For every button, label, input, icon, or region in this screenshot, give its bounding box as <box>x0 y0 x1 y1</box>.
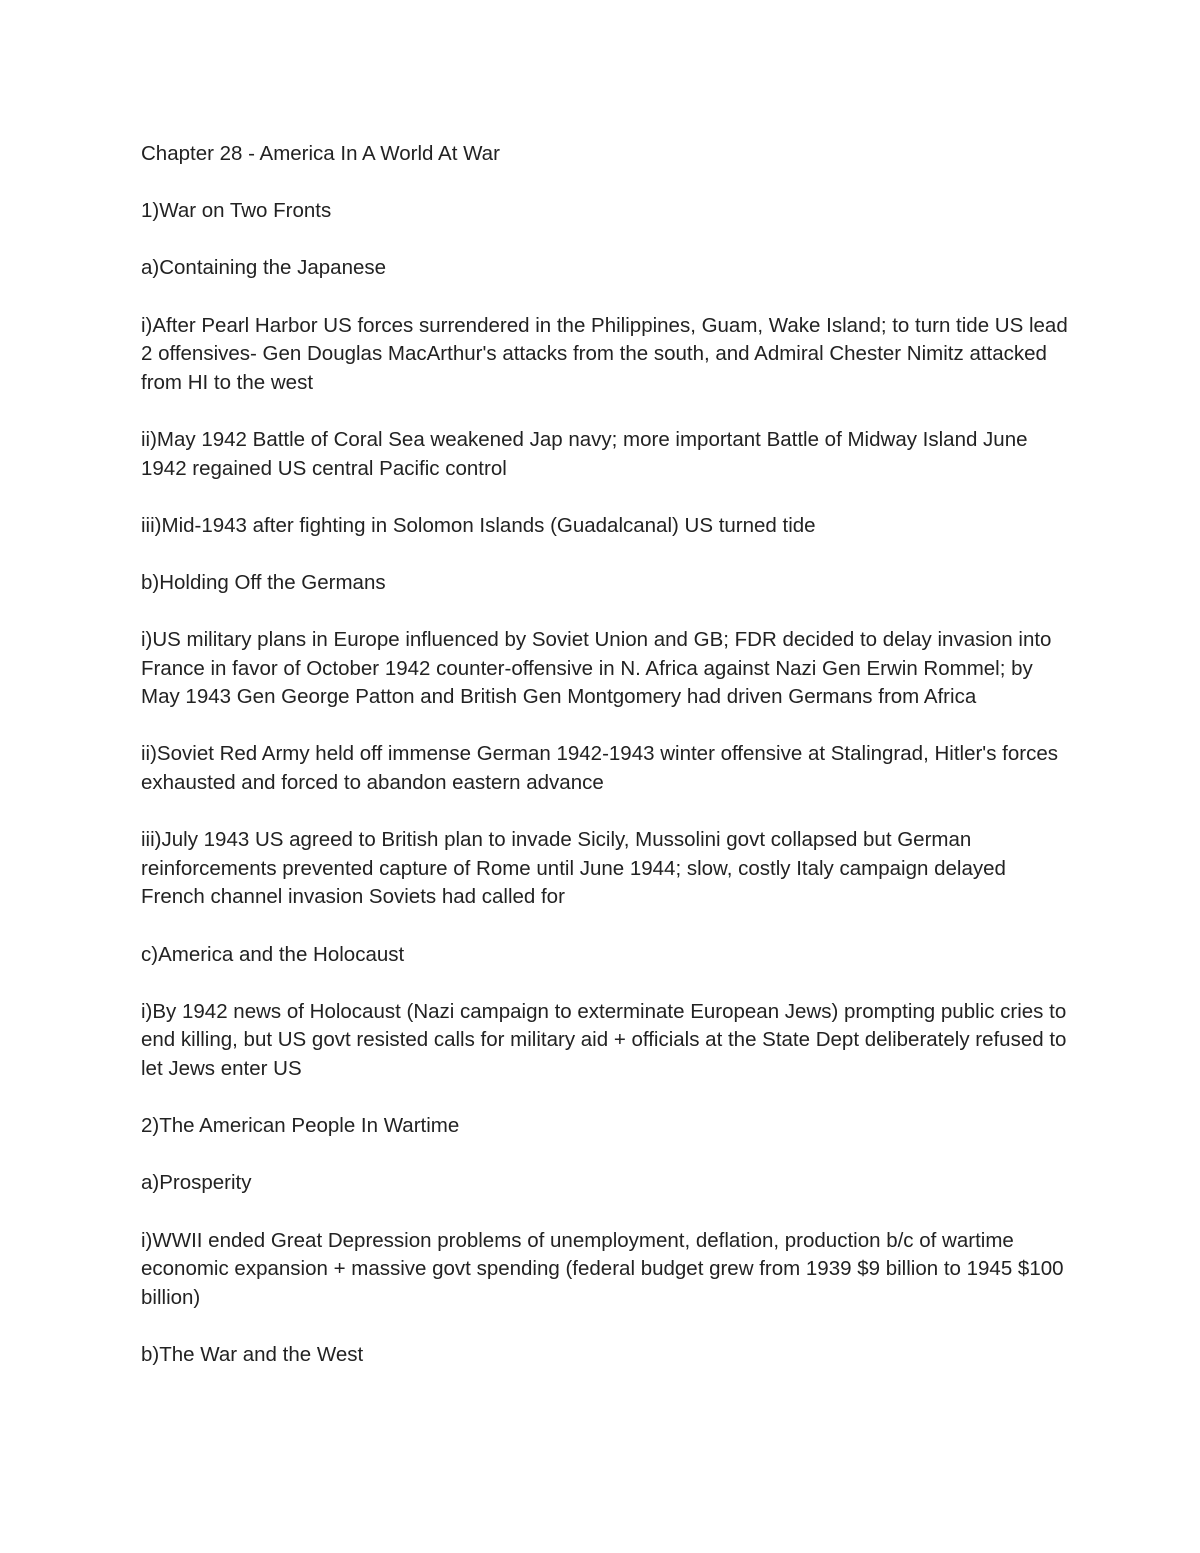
subsection-heading: a)Containing the Japanese <box>141 256 387 280</box>
note-paragraph: i)WWII ended Great Depression problems of unemployment, deflation, production b/c of wartime economic expansion + massive govt spending (federal budget grew from 1939 $9 billion to 1945 $100 billion) <box>141 1228 1064 1309</box>
note-paragraph: ii)Soviet Red Army held off immense German 1942-1943 winter offensive at Stalingrad, Hitler's forces exhausted and forced to abandon eastern advance <box>141 742 1058 795</box>
section-heading: 1)War on Two Fronts <box>141 199 332 223</box>
note-paragraph: ii)May 1942 Battle of Coral Sea weakened Jap navy; more important Battle of Midway Island June 1942 regained US central Pacific control <box>141 427 1028 480</box>
subsection-heading: a)Prosperity <box>141 1171 252 1195</box>
note-paragraph: i)After Pearl Harbor US forces surrendered in the Philippines, Guam, Wake Island; to turn tide US lead 2 offensives- Gen Douglas MacArthur's attacks from the south, and Admiral Chester Nimitz attacked from HI to the west <box>141 313 1068 394</box>
note-paragraph: i)US military plans in Europe influenced by Soviet Union and GB; FDR decided to delay invasion into France in favor of October 1942 counter-offensive in N. Africa against Nazi Gen Erwin Rommel; by May 1943 Gen George Patton and British Gen Montgomery had driven Germans from Africa <box>141 628 1052 709</box>
note-paragraph: i)By 1942 news of Holocaust (Nazi campaign to exterminate European Jews) prompting public cries to end killing, but US govt resisted calls for military aid + officials at the State Dept deliberately refused to let Jews enter US <box>141 999 1067 1080</box>
subsection-heading: b)The War and the West <box>141 1342 364 1366</box>
note-paragraph: iii)Mid-1943 after fighting in Solomon Islands (Guadalcanal) US turned tide <box>141 513 816 537</box>
document-title: Chapter 28 - America In A World At War <box>141 142 500 165</box>
note-paragraph: iii)July 1943 US agreed to British plan to invade Sicily, Mussolini govt collapsed but German reinforcements prevented capture of Rome until June 1944; slow, costly Italy campaign delayed French channel invasion Soviets had called for <box>141 828 1006 909</box>
document-body <box>141 140 1071 1398</box>
section-heading: 2)The American People In Wartime <box>141 1114 460 1138</box>
subsection-heading: c)America and the Holocaust <box>141 942 405 966</box>
subsection-heading: b)Holding Off the Germans <box>141 570 386 594</box>
